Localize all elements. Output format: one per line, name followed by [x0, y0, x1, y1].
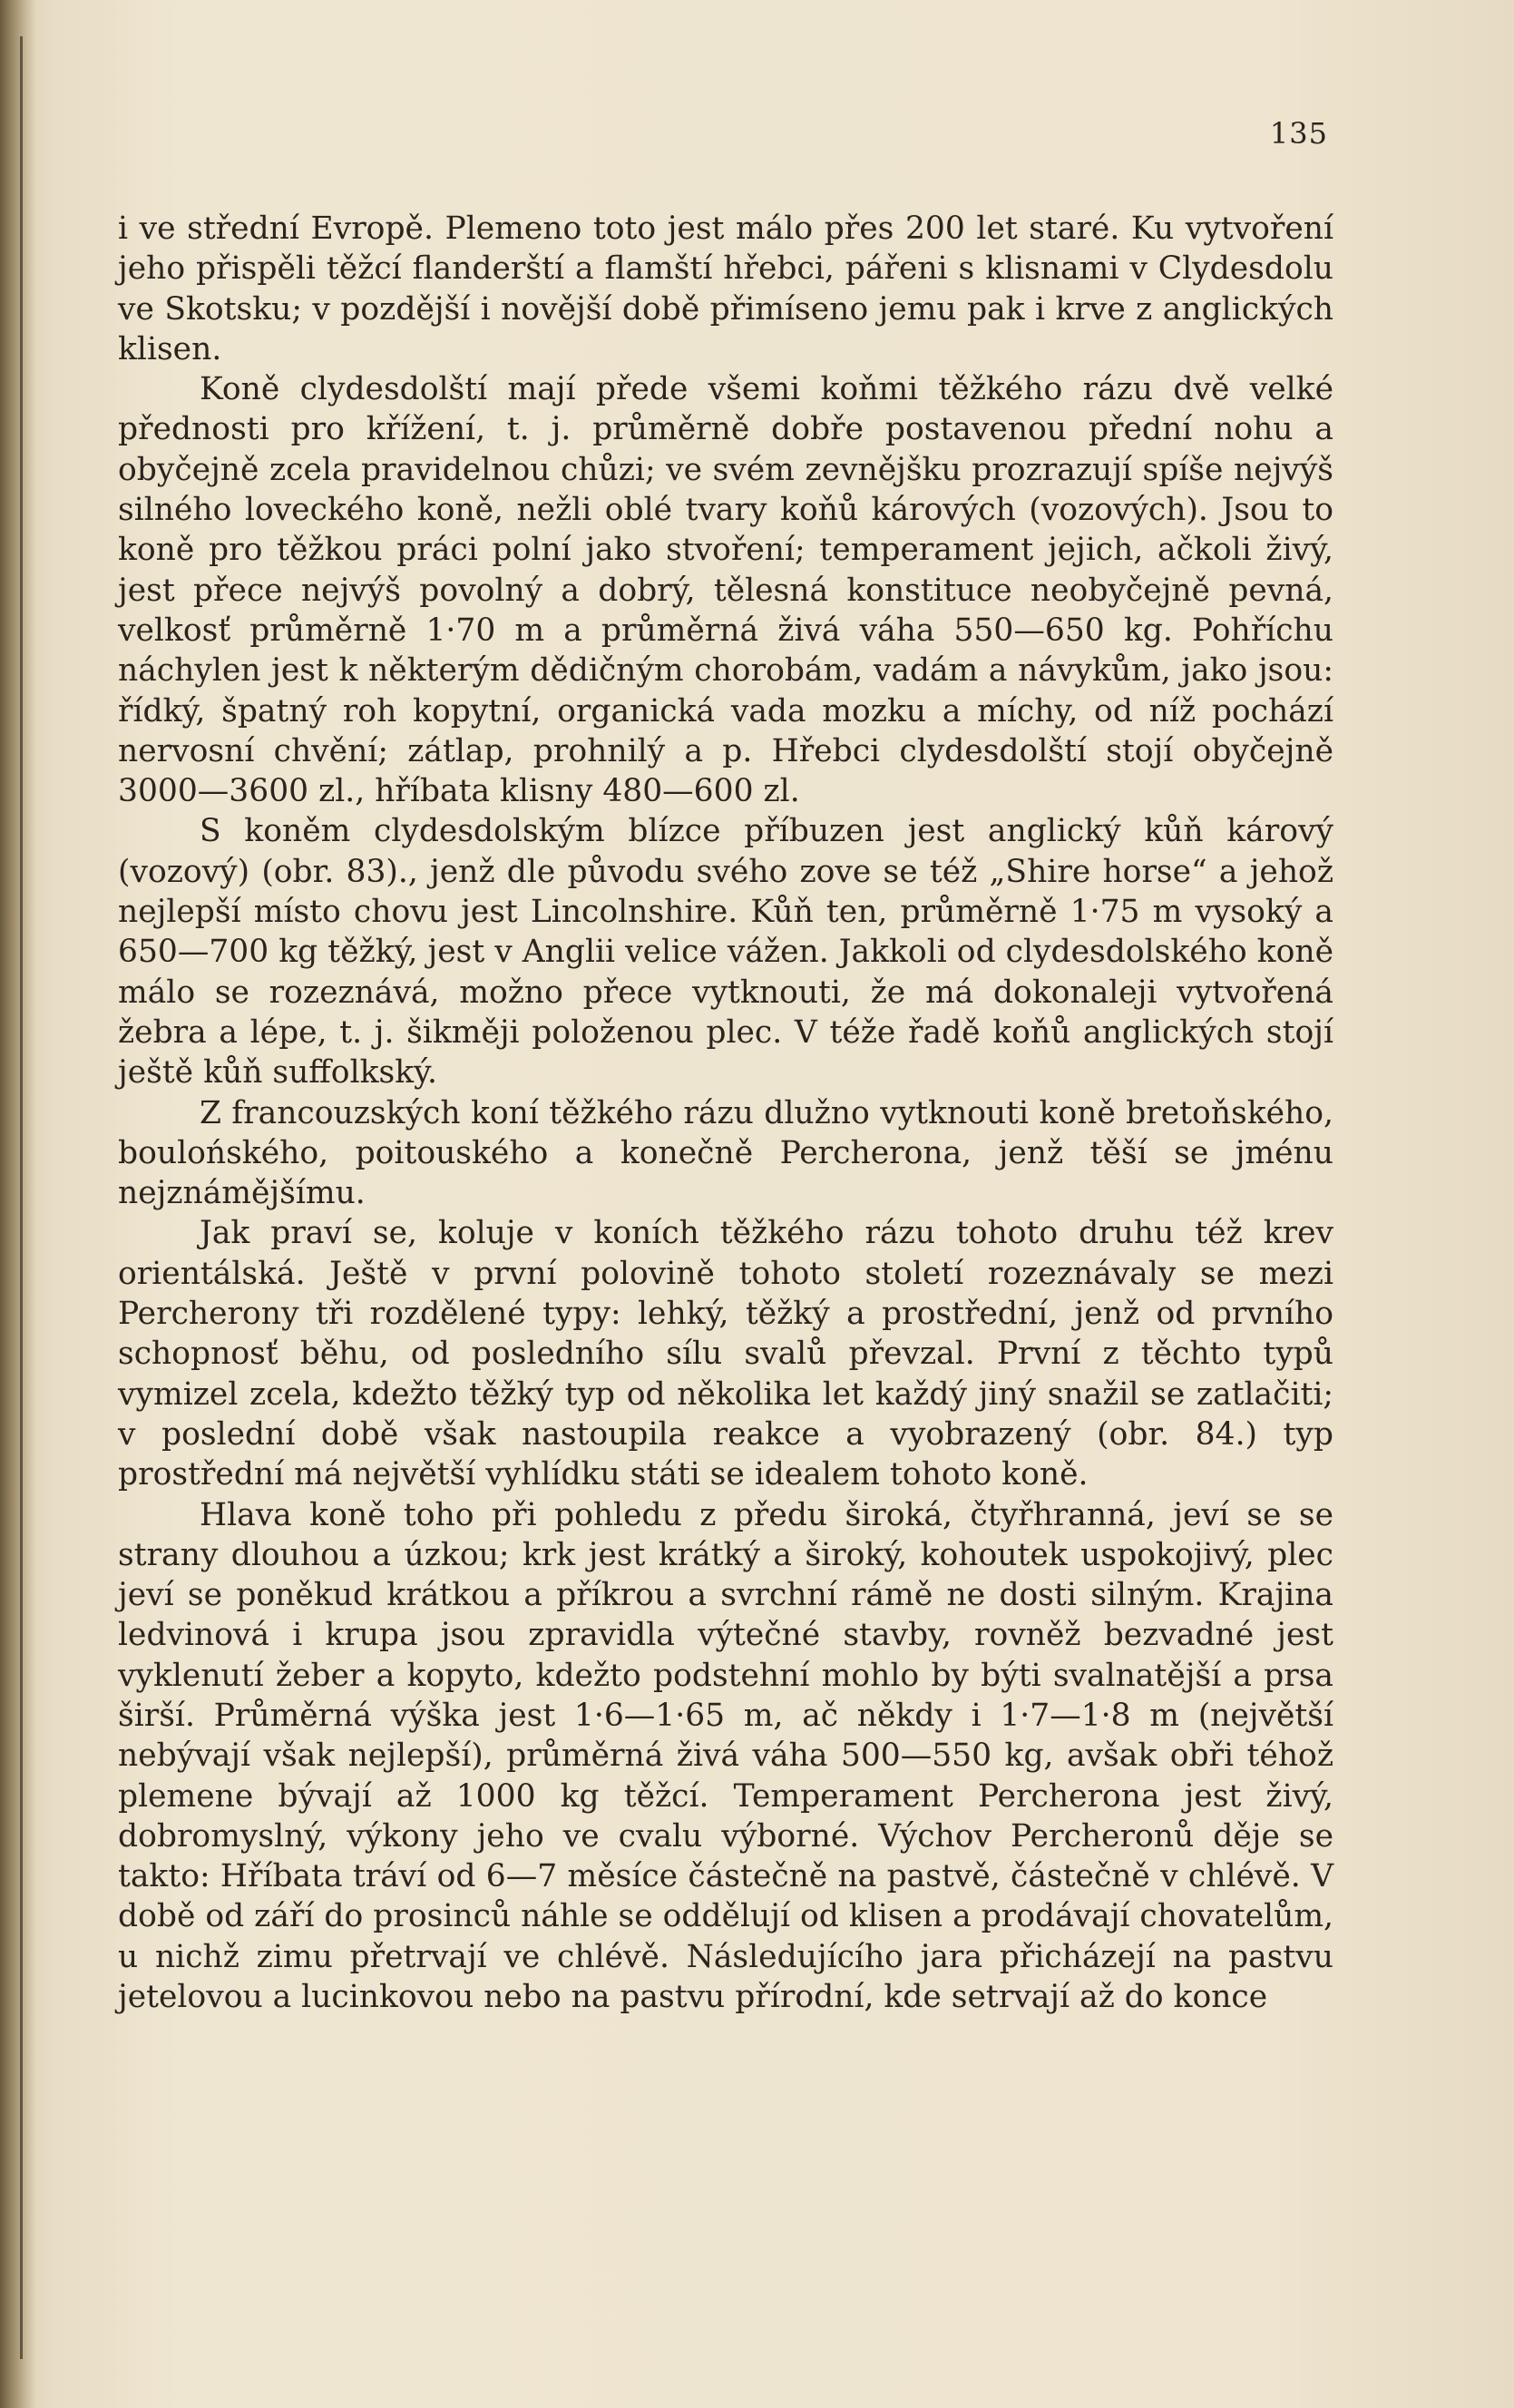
paragraph: S koněm clydesdolským blízce příbuzen jest anglický kůň kárový (vozový) (obr. 83)., jenž dle původu svého zove se též „Shire horse“ a jehož nejlepší místo chovu jest Lincolnshire. Kůň ten, průměrně 1·75 m vysoký a 650—700 kg těžký, jest v Anglii velice vážen. Jakkoli od clydesdolského koně málo se rozeznává, možno přece vytknouti, že má dokonaleji vytvořená žebra a lépe, t. j. šikměji položenou plec. V téže řadě koňů anglických stojí ještě kůň suffolkský. — [118, 813, 1333, 1091]
paragraph: Z francouzských koní těžkého rázu dlužno vytknouti koně bretoňského, boulońského, poitouského a konečně Percherona, jenž těší se jménu nejznámějšímu. — [118, 1094, 1333, 1212]
page-number: 135 — [1269, 116, 1328, 151]
body-text — [118, 209, 1333, 2017]
paragraph: Hlava koně toho při pohledu z předu široká, čtyřhranná, jeví se se strany dlouhou a úzkou; krk jest krátký a široký, kohoutek uspokojivý, plec jeví se poněkud krátkou a příkrou a svrchní rámě ne dosti silným. Krajina ledvinová i krupa jsou zpravidla výtečné stavby, rovněž bezvadné jest vyklenutí žeber a kopyto, kdežto podstehní mohlo by býti svalnatější a prsa širší. Průměrná výška jest 1·6—1·65 m, ač někdy i 1·7—1·8 m (největší nebývají však nejlepší), průměrná živá váha 500—550 kg, avšak obři téhož plemene bývají až 1000 kg těžcí. Temperament Percherona jest živý, dobromyslný, výkony jeho ve cvalu výborné. Výchov Percheronů děje se takto: Hříbata tráví od 6—7 měsíce částečně na pastvě, částečně v chlévě. V době od září do prosinců náhle se oddělují od klisen a prodávají chovatelům, u nichž zimu přetrvají ve chlévě. Následujícího jara přicházejí na pastvu jetelovou a lucinkovou nebo na pastvu přírodní, kde setrvají až do konce — [118, 1496, 1333, 2016]
binding-line — [20, 36, 23, 2359]
paragraph: i ve střední Evropě. Plemeno toto jest málo přes 200 let staré. Ku vytvoření jeho přispěli těžcí flanderští a flamští hřebci, pářeni s klisnami v Clydesdolu ve Skotsku; v pozdější i novější době přimíseno jemu pak i krve z anglických klisen. — [118, 210, 1333, 367]
paragraph: Jak praví se, koluje v koních těžkého rázu tohoto druhu též krev orientálská. Ještě v první polovině tohoto století rozeznávaly se mezi Percherony tři rozdělené typy: lehký, těžký a prostřední, jenž od prvního schopnosť běhu, od posledního sílu svalů převzal. První z těchto typů vymizel zcela, kdežto těžký typ od několika let každý jiný snažil se zatlačiti; v poslední době však nastoupila reakce a vyobrazený (obr. 84.) typ prostřední má největší vyhlídku státi se idealem tohoto koně. — [118, 1215, 1333, 1493]
paragraph: Koně clydesdolští mají přede všemi koňmi těžkého rázu dvě velké přednosti pro křížení, t. j. průměrně dobře postavenou přední nohu a obyčejně zcela pravidelnou chůzi; ve svém zevnějšku prozrazují spíše nejvýš silného loveckého koně, nežli oblé tvary koňů kárových (vozových). Jsou to koně pro těžkou práci polní jako stvoření; temperament jejich, ačkoli živý, jest přece nejvýš povolný a dobrý, tělesná konstituce neobyčejně pevná, velkosť průměrně 1·70 m a průměrná živá váha 550—650 kg. Pohříchu náchylen jest k některým dědičným chorobám, vadám a návykům, jako jsou: řídký, špatný roh kopytní, organická vada mozku a míchy, od níž pochází nervosní chvění; zátlap, prohnilý a p. Hřebci clydesdolští stojí obyčejně 3000—3600 zl., hříbata klisny 480—600 zl. — [118, 371, 1333, 810]
binding-edge — [0, 0, 36, 2408]
